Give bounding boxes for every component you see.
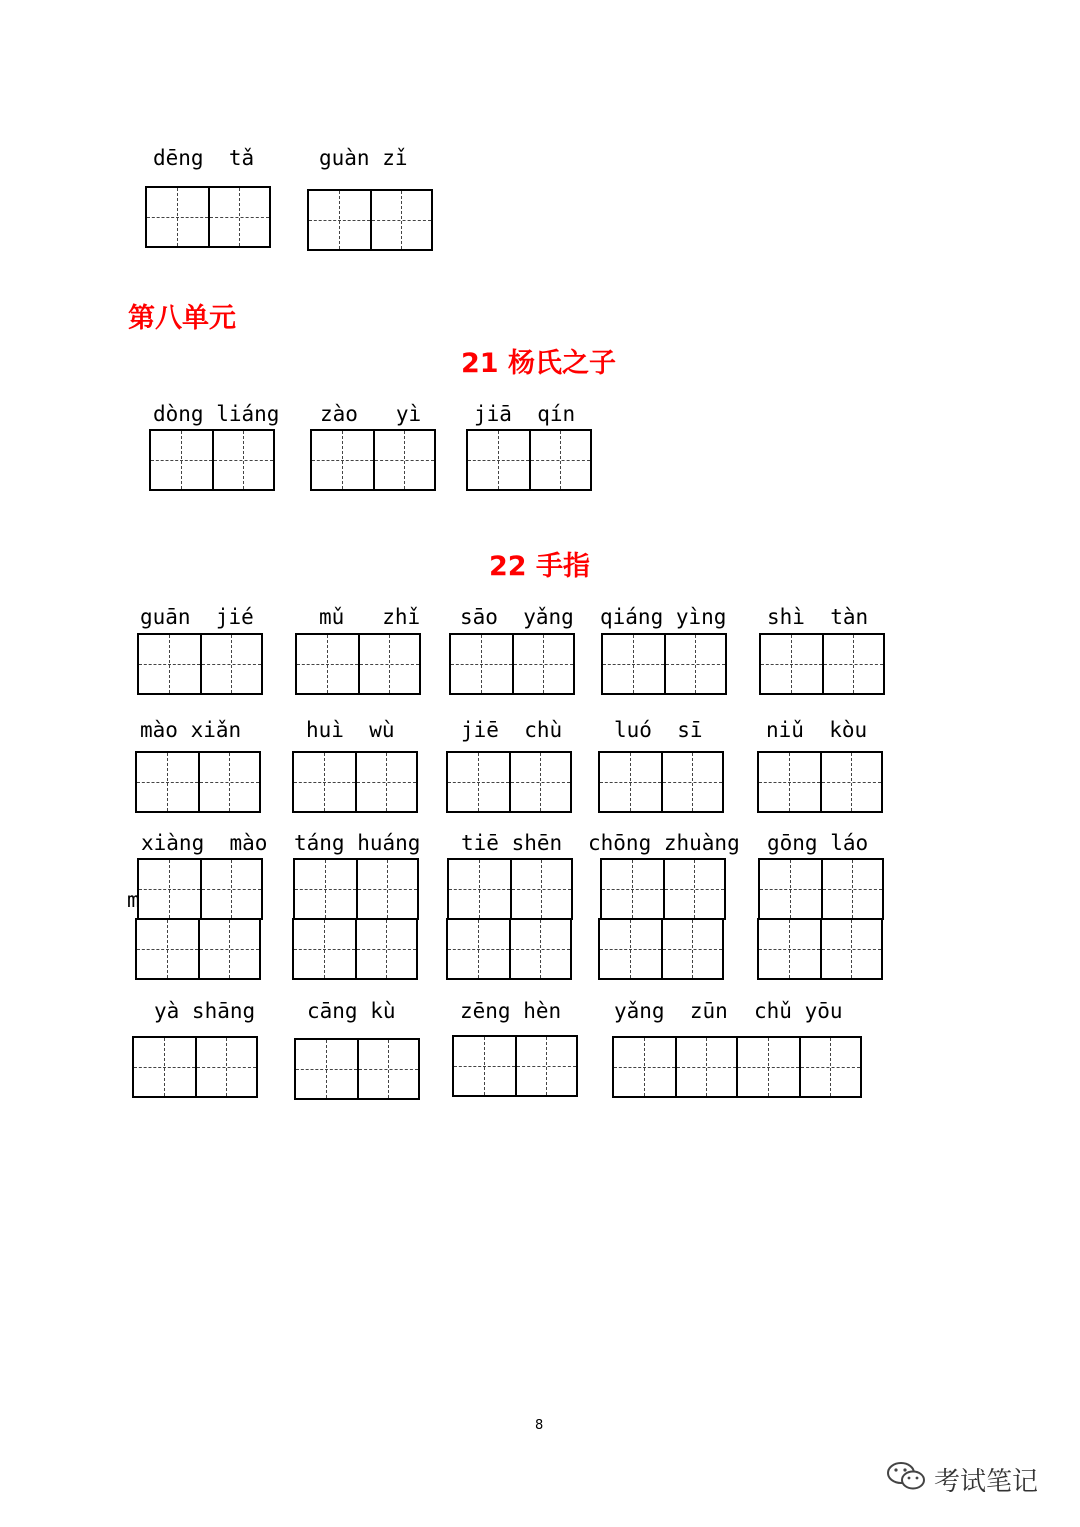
char-grid[interactable] — [452, 1035, 578, 1097]
pinyin-label: dòng liáng — [153, 402, 280, 426]
char-grid[interactable] — [137, 633, 263, 695]
char-grid[interactable] — [757, 751, 883, 813]
pinyin-label: luó sī — [614, 718, 703, 742]
pinyin-label: sāo yǎng — [460, 605, 574, 629]
page-number: 8 — [535, 1418, 544, 1433]
char-grid[interactable] — [132, 1036, 258, 1098]
pinyin-label: chōng zhuàng — [588, 831, 740, 855]
char-grid[interactable] — [449, 633, 575, 695]
char-grid[interactable] — [292, 918, 418, 980]
char-grid[interactable] — [759, 633, 885, 695]
char-grid[interactable] — [137, 858, 263, 920]
pinyin-label: mǔ zhǐ — [319, 605, 421, 629]
char-grid[interactable] — [292, 751, 418, 813]
pinyin-label: chǔ yōu — [754, 999, 843, 1023]
char-grid[interactable] — [310, 429, 436, 491]
pinyin-label: yà shāng — [154, 999, 256, 1023]
char-grid[interactable] — [447, 858, 573, 920]
char-grid[interactable] — [446, 751, 572, 813]
pinyin-label: xiàng mào — [141, 831, 268, 855]
char-grid[interactable] — [145, 186, 271, 248]
watermark-text: 考试笔记 — [934, 1467, 1039, 1497]
pinyin-label: jiā qín — [474, 402, 576, 426]
char-grid[interactable] — [135, 751, 261, 813]
char-grid[interactable] — [758, 858, 884, 920]
char-grid[interactable] — [600, 858, 726, 920]
char-grid[interactable] — [757, 918, 883, 980]
lesson-22-title: 22 手指 — [489, 551, 590, 582]
pinyin-label: zēng hèn — [460, 999, 562, 1023]
pinyin-label: huì wù — [306, 718, 395, 742]
pinyin-label: dēng tǎ — [153, 146, 255, 170]
char-grid[interactable] — [294, 1038, 420, 1100]
pinyin-label: niǔ kòu — [766, 718, 868, 742]
char-grid[interactable] — [612, 1036, 738, 1098]
pinyin-label: gōng láo — [767, 831, 869, 855]
pinyin-label: zào yì — [320, 402, 422, 426]
char-grid[interactable] — [601, 633, 727, 695]
pinyin-label: qiáng yìng — [600, 605, 727, 629]
pinyin-label: yǎng zūn — [614, 999, 728, 1023]
pinyin-label: táng huáng — [294, 831, 421, 855]
pinyin-label: guàn zǐ — [319, 146, 408, 170]
char-grid[interactable] — [598, 918, 724, 980]
pinyin-label: shì tàn — [767, 605, 869, 629]
char-grid[interactable] — [466, 429, 592, 491]
pinyin-label: tiē shēn — [461, 831, 563, 855]
char-grid[interactable] — [598, 751, 724, 813]
char-grid[interactable] — [149, 429, 275, 491]
stray-glyph: m — [127, 888, 140, 912]
char-grid[interactable] — [736, 1036, 862, 1098]
pinyin-label: mào xiǎn — [140, 718, 242, 742]
char-grid[interactable] — [295, 633, 421, 695]
pinyin-label: cāng kù — [307, 999, 396, 1023]
unit-title: 第八单元 — [128, 303, 236, 334]
pinyin-label: guān jié — [140, 605, 254, 629]
char-grid[interactable] — [446, 918, 572, 980]
char-grid[interactable] — [307, 189, 433, 251]
wechat-icon — [886, 1460, 926, 1499]
watermark — [886, 1460, 1038, 1499]
char-grid[interactable] — [293, 858, 419, 920]
pinyin-label: jiē chù — [461, 718, 563, 742]
lesson-21-title: 21 杨氏之子 — [461, 348, 616, 379]
char-grid[interactable] — [135, 918, 261, 980]
